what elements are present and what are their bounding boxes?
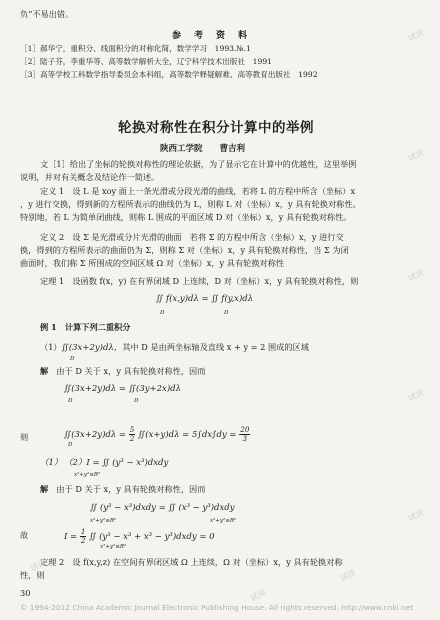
reference-number: ［2］ <box>20 57 41 66</box>
fraction <box>239 426 250 443</box>
definition-2-line: 定义 2 设 Σ 是光滑或分片光滑的曲面 若将 Σ 的方程中所含（坐标）x，y 进行交 <box>40 232 344 242</box>
watermark: 试读 <box>28 557 48 574</box>
example-1-part-1 <box>40 342 309 354</box>
domain-subscript: D <box>68 398 73 404</box>
domain-subscript: x²+y²≤R² <box>74 472 101 478</box>
fraction-numerator: 1 <box>80 527 86 536</box>
watermark: 试读 <box>338 567 358 584</box>
references-heading: 参 考 资 料 <box>172 31 250 41</box>
domain-subscript: x²+y²≤R² <box>210 518 237 524</box>
watermark: 试读 <box>406 147 426 164</box>
equation-right: ∬ (y³ − x³ + x³ − y³)dxdy = 0 <box>89 532 215 542</box>
domain-subscript: D <box>134 398 139 404</box>
theorem-2-line: 定理 2 设 f(x,y,z) 在空间有界闭区域 Ω 上连续，Ω 对（坐标）x，y 具有轮换对称 <box>40 557 343 567</box>
example-1-part-2-integral: （2）I = ∬ (y³ − x³)dxdy <box>64 458 169 468</box>
definition-2-line: 曲面时，我们称 Σ 所围成的空间区域 Ω 对（坐标）x，y 具有轮换对称性 <box>20 258 285 268</box>
part-number: （1） <box>40 342 62 352</box>
page-number: 30 <box>20 588 31 598</box>
theorem-1-equation: ∬ f(x,y)dλ = ∬ f(y,x)dλ <box>156 294 254 304</box>
fraction-numerator: 5 <box>129 425 135 434</box>
intro-line: 说明，并对有关概念及结论作一简述。 <box>20 172 160 182</box>
intro-line: 文［1］给出了坐标的轮换对称性的理论依据，为了显示它在计算中的优越性，这里举例 <box>40 159 357 169</box>
solution-label: 解 <box>40 484 49 494</box>
watermark: 试读 <box>248 587 268 604</box>
solution-1-equation-2 <box>64 426 250 443</box>
definition-1-line: 定义 1 设 L 是 xoy 面上一条光滑或分段光滑的曲线，若将 L 的方程中所含（坐标）x <box>40 186 356 196</box>
watermark: 试读 <box>406 27 426 44</box>
solution-2-final <box>64 528 215 545</box>
reference-text: 高等学校工科数学指导委员会本科组，高等数学释疑解难、高等教育出版社 1992 <box>40 70 318 79</box>
hence-label: 故 <box>20 530 29 540</box>
reference-number: ［3］ <box>20 70 41 79</box>
definition-2-line: 换，得到的方程所表示的曲面仍为 Σ，则称 Σ 对（坐标）x，y 具有轮换对称性，当 Σ 为闭 <box>20 245 349 255</box>
part-1-description: 其中 D 是由两坐标轴及直线 x + y = 2 围成的区域 <box>122 342 309 352</box>
definition-1-line: 特别地，若 L 为简单闭曲线，则称 L 围成的平面区域 D 对（坐标）x，y 具有轮换对称性。 <box>20 212 352 222</box>
domain-subscript: D <box>70 356 75 362</box>
equation-left: ∬(3x+2y)dλ = <box>64 430 127 440</box>
example-1-part-2: （1） <box>40 458 63 468</box>
fraction-denominator: 3 <box>242 434 248 443</box>
example-1-label: 例 1 计算下列二重积分 <box>40 322 131 332</box>
reference-text: 陆子芬，李重华等、高等数学解析大全，辽宁科学技术出版社 1991 <box>40 57 272 66</box>
reference-item <box>20 69 318 80</box>
solution-2-reason: 由于 D 关于 x，y 具有轮换对称性，因而 <box>56 484 206 494</box>
reference-item <box>20 56 272 67</box>
copyright-footer: © 1994-2012 China Academic Journal Electronic Publishing House. All rights reserved. http://www.cnki.net <box>20 603 414 612</box>
fraction-denominator: 2 <box>80 536 86 545</box>
domain-subscript: x²+y²≤R² <box>90 518 117 524</box>
reference-item <box>20 43 251 54</box>
solution-1-equation-1: ∬(3x+2y)dλ = ∬(3y+2x)dλ <box>64 384 181 394</box>
carryover-line: 负”不易出错。 <box>20 9 74 19</box>
fraction-numerator: 20 <box>240 425 250 434</box>
watermark: 试读 <box>406 387 426 404</box>
theorem-2-line: 性，则 <box>20 570 45 580</box>
reference-text: 郝华宁，重积分、线面积分的对称化简，数学学习 1993.№.1 <box>40 44 251 53</box>
equation-middle: ∬(x+y)dλ = 5∫dx∫dy = <box>138 430 237 440</box>
definition-1-line: ，y 进行交换，得到新的方程所表示的曲线仍为 L，则称 L 对（坐标）x，y 具有轮换对称性。 <box>20 199 361 209</box>
solution-1-reason: 由于 D 关于 x，y 具有轮换对称性，因而 <box>56 366 206 376</box>
article-author: 陕西工学院 曹吉利 <box>160 144 246 154</box>
domain-subscript: D <box>68 442 73 448</box>
domain-subscript: D <box>224 310 229 316</box>
solution-1-text <box>40 366 205 377</box>
fraction <box>129 426 136 443</box>
theorem-1-statement: 定理 1 设函数 f(x，y) 在有界闭域 D 上连续，D 对（坐标）x，y 具有轮换对称性，则 <box>40 276 359 286</box>
article-title: 轮换对称性在积分计算中的举例 <box>118 120 314 136</box>
fraction-denominator: 2 <box>129 434 135 443</box>
domain-subscript: x²+y²≤R² <box>100 544 127 550</box>
watermark: 试读 <box>406 507 426 524</box>
part-1-integral: ∬(3x+2y)dλ， <box>61 343 123 353</box>
watermark: 试读 <box>406 267 426 284</box>
domain-subscript: D <box>160 310 165 316</box>
solution-2-equation: ∬ (y³ − x³)dxdy = ∬ (x³ − y³)dxdy <box>90 503 235 513</box>
fraction <box>80 528 87 545</box>
equation-left: I = <box>64 532 78 542</box>
then-label: 则 <box>20 432 29 442</box>
solution-2-text <box>40 484 205 495</box>
reference-number: ［1］ <box>20 44 41 53</box>
solution-label: 解 <box>40 366 49 376</box>
